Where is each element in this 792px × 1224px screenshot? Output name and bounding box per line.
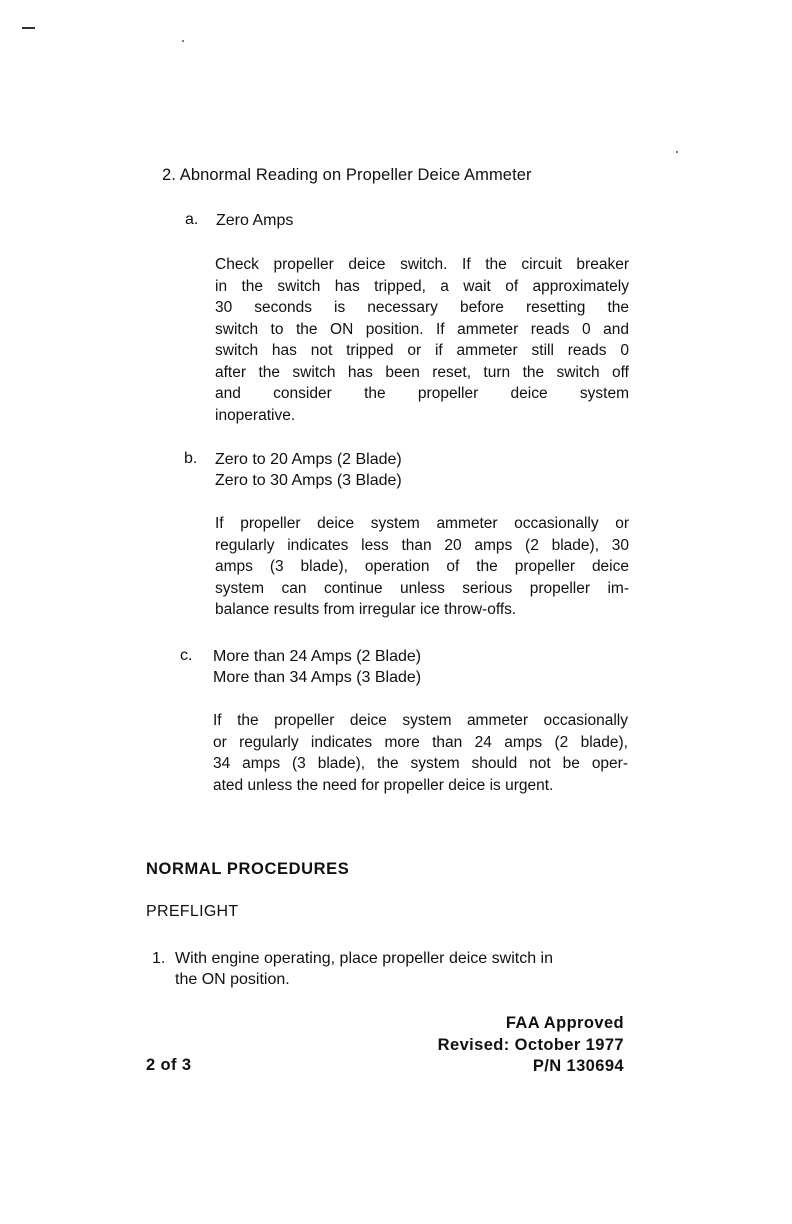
item-label-b: b.: [184, 450, 198, 467]
paragraph-line: after the switch has been reset, turn the switch off: [215, 363, 629, 381]
paragraph-line: and consider the propeller deice system: [215, 385, 629, 402]
step-line: the ON position.: [175, 971, 290, 988]
item-paragraph-b: [215, 513, 629, 621]
item-title-b: [215, 449, 402, 491]
page-number: 2 of 3: [146, 1056, 192, 1074]
item-title-line: More than 24 Amps (2 Blade): [213, 648, 422, 665]
item-title-line: Zero to 20 Amps (2 Blade): [215, 451, 402, 468]
item-title-c: [213, 646, 421, 688]
paragraph-line: If the propeller deice system ammeter occasionally: [213, 712, 628, 729]
step-text: [175, 948, 625, 990]
item-title-line: More than 34 Amps (3 Blade): [213, 669, 422, 686]
paragraph-line: amps (3 blade), operation of the propeller deice: [215, 558, 629, 575]
paragraph-line: balance results from irregular ice throw-offs.: [215, 601, 517, 618]
paragraph-line: inoperative.: [215, 406, 296, 424]
item-label-a: a.: [185, 211, 199, 228]
paragraph-line: ated unless the need for propeller deice is urgent.: [213, 776, 554, 794]
step-line: With engine operating, place propeller deice switch in: [175, 950, 553, 967]
paragraph-line: switch to the ON position. If ammeter reads 0 and: [215, 320, 629, 338]
subsection-title: PREFLIGHT: [146, 903, 239, 920]
paragraph-line: regularly indicates less than 20 amps (2 blade), 30: [215, 536, 629, 554]
item-paragraph-c: [213, 710, 628, 796]
section-heading: 2. Abnormal Reading on Propeller Deice Ammeter: [162, 166, 532, 184]
paragraph-line: system can continue unless serious propeller im-: [215, 579, 629, 597]
footer-approval-block: [438, 1013, 624, 1078]
item-title-line: Zero to 30 Amps (3 Blade): [215, 472, 402, 489]
item-title-line: Zero Amps: [216, 212, 294, 229]
faa-approved: FAA Approved: [505, 1014, 624, 1032]
paragraph-line: Check propeller deice switch. If the circuit breaker: [215, 256, 629, 273]
step-number: 1.: [152, 950, 166, 967]
section-title: NORMAL PROCEDURES: [146, 860, 350, 878]
revised-date: Revised: October 1977: [437, 1035, 624, 1054]
part-number: P/N 130694: [532, 1057, 624, 1075]
scan-speck: [676, 151, 678, 153]
paragraph-line: or regularly indicates more than 24 amps (2 blade),: [213, 733, 628, 751]
paragraph-line: 34 amps (3 blade), the system should not be oper-: [213, 755, 628, 772]
item-label-c: c.: [180, 647, 193, 664]
paragraph-line: in the switch has tripped, a wait of approximately: [215, 277, 629, 295]
scan-speck: [182, 40, 184, 42]
paragraph-line: 30 seconds is necessary before resetting the: [215, 299, 629, 316]
paragraph-line: switch has not tripped or if ammeter still reads 0: [215, 342, 629, 359]
paragraph-line: If propeller deice system ammeter occasionally or: [215, 515, 629, 532]
item-paragraph-a: [215, 254, 629, 426]
item-title-a: [216, 210, 293, 231]
scan-mark: [22, 27, 35, 29]
